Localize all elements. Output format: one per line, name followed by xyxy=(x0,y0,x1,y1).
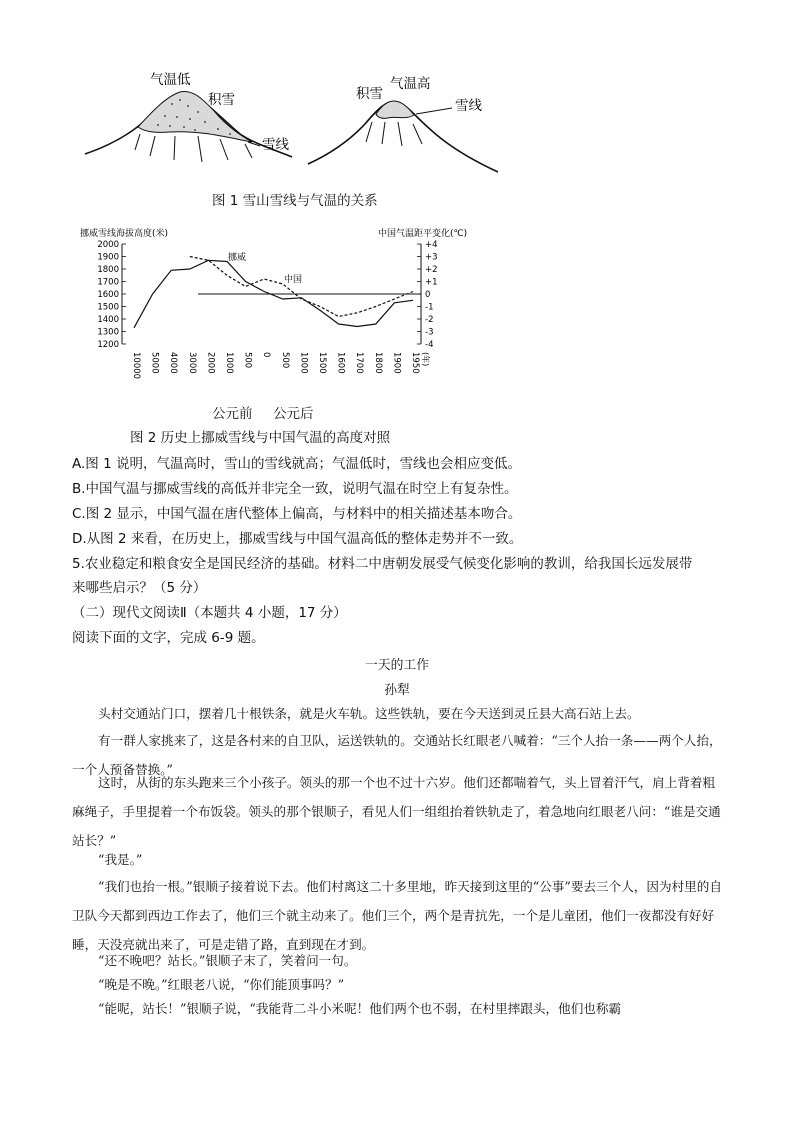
figure1-caption: 图 1 雪山雪线与气温的关系 xyxy=(212,193,378,209)
x-tick-label: 1000 xyxy=(224,352,234,374)
x-tick-label: 1700 xyxy=(354,352,365,374)
left-tick-label: 1600 xyxy=(97,290,119,300)
series-line-china xyxy=(190,257,413,317)
right-axis-title: 中国气温距平变化(℃) xyxy=(378,229,468,239)
x-tick-label: 500 xyxy=(279,352,290,369)
right-snowline-label: 雪线 xyxy=(455,98,482,114)
right-tick-label: -3 xyxy=(425,327,434,338)
right-tick-label: +3 xyxy=(425,252,438,263)
series-label-china: 中国 xyxy=(284,275,303,285)
left-tick-label: 1900 xyxy=(97,252,119,263)
right-snow-cap xyxy=(376,101,414,118)
right-tick-label: +2 xyxy=(425,265,438,275)
left-tick-label: 2000 xyxy=(97,240,119,250)
x-tick-label: 1000 xyxy=(298,352,309,374)
era-before-label: 公元前 xyxy=(212,406,253,422)
section-instruction: 阅读下面的文字，完成 6-9 题。 xyxy=(72,630,265,646)
left-tick-label: 1200 xyxy=(97,340,119,350)
option-a: A.图 1 说明，气温高时，雪山的雪线就高；气温低时，雪线也会相应变低。 xyxy=(72,456,521,472)
story-paragraph: “还不晚吧？站长。”银顺子末了，笑着问一句。 xyxy=(98,953,357,968)
right-tick-label: 0 xyxy=(425,290,431,300)
story-author: 孙犁 xyxy=(384,683,410,698)
left-snowline-label: 雪线 xyxy=(262,137,289,153)
right-tick-label: -1 xyxy=(425,302,434,313)
figure2-caption: 图 2 历史上挪威雪线与中国气温的高度对照 xyxy=(130,430,391,446)
left-tick-label: 1500 xyxy=(97,302,119,313)
x-unit-label: (年) xyxy=(421,352,430,367)
figure1-snowline-diagram xyxy=(80,72,510,187)
right-tick-label: +4 xyxy=(425,240,438,250)
left-axis-title: 挪威雪线海拔高度(米) xyxy=(80,229,169,239)
x-tick-label: 5000 xyxy=(149,352,160,374)
right-tick-label: -4 xyxy=(425,340,434,350)
left-temp-label: 气温低 xyxy=(150,72,191,88)
x-tick-label: 1950 xyxy=(410,352,420,374)
section-title: （二）现代文阅读Ⅱ（本题共 4 小题，17 分） xyxy=(72,605,347,621)
x-tick-label: 1600 xyxy=(335,352,346,374)
story-paragraph: “我们也抬一根。”银顺子接着说下去。他们村离这二十多里地，昨天接到这里的“公事”要去三个人，因为村里的自卫队今天都到西边工作去了，他们三个就主动来了。他们三个，两个是青抗先，一个是儿童团，他们一夜都没有好好睡，天没亮就出来了，可是走错了路，直到现在才到。 xyxy=(72,879,722,952)
story-paragraph: 这时，从街的东头跑来三个小孩子。领头的那一个也不过十六岁。他们还都喘着气，头上冒着汗气，肩上背着粗麻绳子，手里提着一个布饭袋。领头的那个银顺子，看见人们一组组抬着铁轨走了，着急地向红眼老八问：“谁是交通站长？” xyxy=(72,775,721,848)
left-tick-label: 1300 xyxy=(97,327,119,338)
question5-line2: 来哪些启示？（5 分） xyxy=(72,580,207,596)
x-tick-label: 1900 xyxy=(391,352,402,374)
right-tick-label: +1 xyxy=(425,277,438,288)
option-c: C.图 2 显示，中国气温在唐代整体上偏高，与材料中的相关描述基本吻合。 xyxy=(72,506,522,522)
story-paragraph: 有一群人家挑来了，这是各村来的自卫队，运送铁轨的。交通站长红眼老八喊着：“三个人抬一条——两个人抬，一个人预备替换。” xyxy=(72,733,722,777)
question5-line1: 5.农业稳定和粮食安全是国民经济的基础。材料二中唐朝发展受气候变化影响的教训，给我国长远发展带 xyxy=(72,556,693,572)
right-snow-label: 积雪 xyxy=(356,86,383,102)
left-tick-label: 1700 xyxy=(97,277,119,288)
left-snow-label: 积雪 xyxy=(208,92,235,108)
story-title: 一天的工作 xyxy=(365,658,429,673)
right-tick-label: -2 xyxy=(425,315,434,325)
series-label-norway: 挪威 xyxy=(228,253,247,263)
story-paragraph: “晚是不晚。”红眼老八说，“你们能顶事吗？” xyxy=(98,977,345,992)
x-tick-label: 2000 xyxy=(205,352,216,374)
figure2-chart xyxy=(78,222,468,420)
x-tick-label: 0 xyxy=(261,352,272,358)
story-paragraph: “我是。” xyxy=(98,852,143,867)
right-temp-label: 气温高 xyxy=(390,76,431,92)
x-tick-label: 1800 xyxy=(372,352,383,374)
option-b: B.中国气温与挪威雪线的高低并非完全一致，说明气温在时空上有复杂性。 xyxy=(72,481,518,497)
x-tick-label: 10000 xyxy=(131,352,141,380)
x-tick-label: 500 xyxy=(242,352,253,369)
x-tick-label: 1500 xyxy=(317,352,327,374)
x-tick-label: 3000 xyxy=(186,352,197,374)
story-paragraph: 头村交通站门口，摆着几十根铁条，就是火车轨。这些铁轨，要在今天送到灵丘县大高石站上去。 xyxy=(98,706,640,721)
era-after-label: 公元后 xyxy=(273,406,314,422)
left-tick-label: 1400 xyxy=(97,315,119,325)
x-tick-label: 4000 xyxy=(168,352,179,374)
option-d: D.从图 2 来看，在历史上，挪威雪线与中国气温高低的整体走势并不一致。 xyxy=(72,531,523,547)
left-tick-label: 1800 xyxy=(97,265,119,275)
story-paragraph: “能呢，站长！”银顺子说，“我能背二斗小米呢！他们两个也不弱，在村里摔跟头，他们也称霸 xyxy=(98,1001,622,1016)
